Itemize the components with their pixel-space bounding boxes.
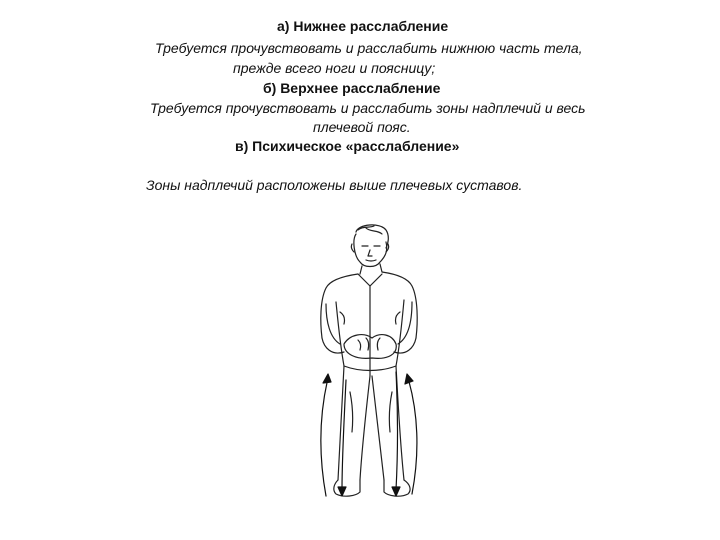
person-torso xyxy=(321,272,417,376)
text-lower-relaxation-1: Требуется прочувствовать и расслабить нижнюю часть тела, xyxy=(155,40,583,56)
person-arms xyxy=(322,302,416,358)
heading-lower-relaxation: а) Нижнее расслабление xyxy=(277,18,449,34)
arrow-up-right-icon xyxy=(405,374,417,494)
person-head xyxy=(351,225,388,267)
heading-mental-relaxation: в) Психическое «расслабление» xyxy=(235,138,460,154)
note-shoulder-zones: Зоны надплечий расположены выше плечевых суставов. xyxy=(146,177,523,193)
person-legs xyxy=(338,366,404,480)
arrow-up-left-icon xyxy=(321,374,331,496)
heading-upper-relaxation: б) Верхнее расслабление xyxy=(263,80,441,96)
text-upper-relaxation-1: Требуется прочувствовать и расслабить зоны надплечий и весь xyxy=(150,100,586,116)
text-upper-relaxation-2: плечевой пояс. xyxy=(313,119,411,135)
arrow-down-right-icon xyxy=(392,372,400,496)
standing-person-illustration xyxy=(300,222,440,507)
text-lower-relaxation-2: прежде всего ноги и поясницу; xyxy=(233,60,436,76)
